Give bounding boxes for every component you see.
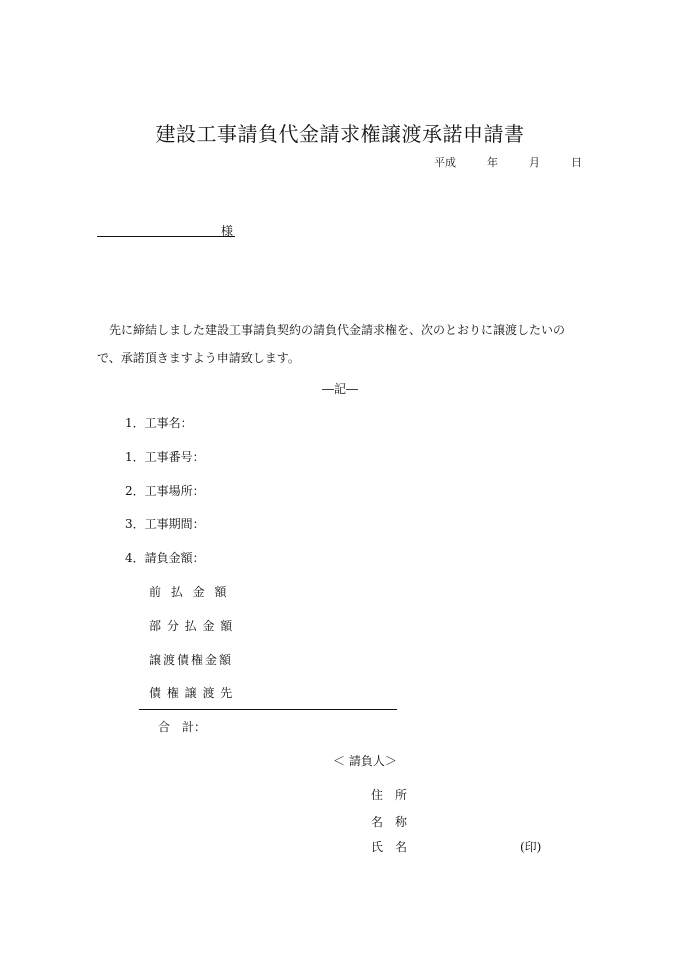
addressee-blank-line	[97, 236, 235, 237]
date-month: 月	[529, 156, 540, 169]
ki-heading: ―記―	[321, 382, 358, 396]
total-label: 合 計：	[158, 720, 207, 734]
contractor-address-label: 住 所	[371, 788, 408, 802]
item-construction-number: 1．工事番号：	[125, 450, 205, 464]
total-rule	[139, 709, 397, 710]
sub-advance-payment: 前 払 金 額	[149, 585, 230, 599]
date-year: 年	[487, 156, 498, 169]
item-construction-name: 1．工事名：	[125, 416, 193, 430]
contractor-name-label: 氏 名	[371, 840, 408, 854]
date-day: 日	[571, 156, 582, 169]
sub-assigned-claim-amount: 譲渡債権金額	[149, 653, 234, 667]
body-line-1: 先に締結しました建設工事請負契約の請負代金請求権を、次のとおりに譲渡したいの	[109, 323, 566, 337]
date-era: 平成	[434, 156, 456, 169]
seal-mark: (印)	[520, 840, 542, 854]
sub-assignee: 債 権 譲 渡 先	[149, 686, 234, 700]
document-title: 建設工事請負代金請求権譲渡承諾申請書	[155, 122, 525, 146]
contractor-company-label: 名 称	[371, 815, 408, 829]
addressee-honorific: 様	[221, 224, 234, 238]
item-contract-amount: 4．請負金額：	[125, 551, 205, 565]
contractor-heading: ＜ 請負人＞	[333, 754, 397, 768]
body-paragraph	[97, 316, 597, 372]
body-line-2: で、承諾頂きますよう申請致します。	[97, 351, 300, 365]
item-construction-site: 2．工事場所：	[125, 484, 205, 498]
item-construction-period: 3．工事期間：	[125, 517, 205, 531]
sub-partial-payment: 部 分 払 金 額	[149, 619, 234, 633]
